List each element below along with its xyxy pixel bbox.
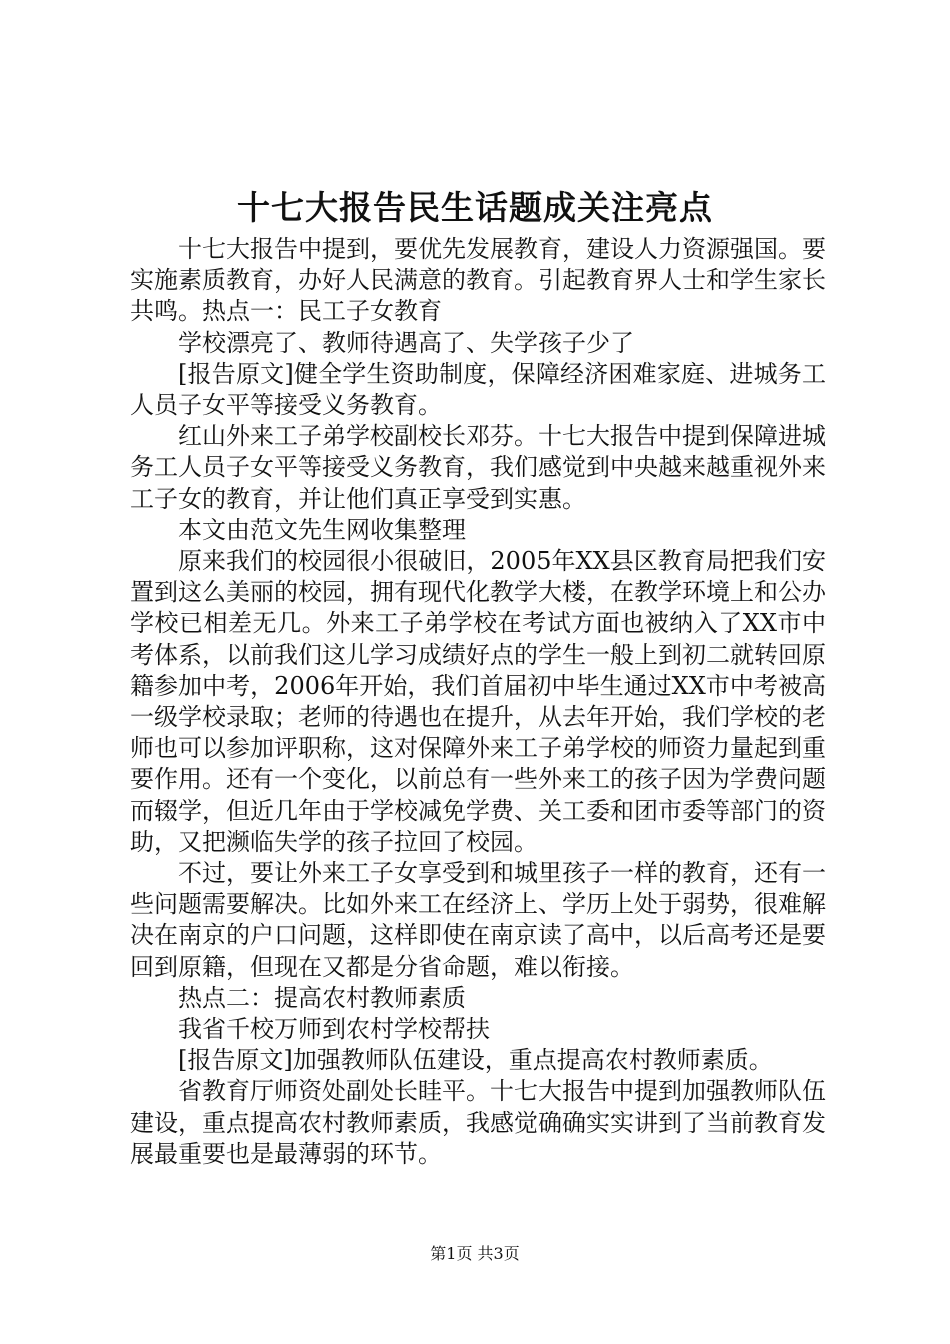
paragraph: 原来我们的校园很小很破旧，2005年XX县区教育局把我们安置到这么美丽的校园，拥有现代化教学大楼，在教学环境上和公办学校已相差无几。外来工子弟学校在考试方面也被纳入了XX市中考体系，以前我们这儿学习成绩好点的学生一般上到初二就转回原籍参加中考，2006年开始，我们首届初中毕生通过XX市中考被高一级学校录取；老师的待遇也在提升，从去年开始，我们学校的老师也可以参加评职称，这对保障外来工子弟学校的师资力量起到重要作用。还有一个变化，以前总有一些外来工的孩子因为学费问题而辍学，但近几年由于学校减免学费、关工委和团市委等部门的资助，又把濒临失学的孩子拉回了校园。 bbox=[130, 547, 826, 856]
paragraph: 本文由范文先生网收集整理 bbox=[178, 515, 466, 544]
paragraph: 省教育厅师资处副处长眭平。十七大报告中提到加强教师队伍建设，重点提高农村教师素质，我感觉确确实实讲到了当前教育发展最重要也是最薄弱的环节。 bbox=[130, 1077, 826, 1168]
paragraph: 红山外来工子弟学校副校长邓芬。十七大报告中提到保障进城务工人员子女平等接受义务教育，我们感觉到中央越来越重视外来工子女的教育，并让他们真正享受到实惠。 bbox=[130, 422, 826, 513]
page-footer: 第1页 共3页 bbox=[430, 1244, 520, 1263]
paragraph: 热点二：提高农村教师素质 bbox=[178, 983, 466, 1012]
paragraph: [报告原文]加强教师队伍建设，重点提高农村教师素质。 bbox=[178, 1046, 773, 1075]
document-title: 十七大报告民生话题成关注亮点 bbox=[237, 188, 713, 227]
document-body bbox=[130, 234, 826, 1170]
paragraph: 不过，要让外来工子女享受到和城里孩子一样的教育，还有一些问题需要解决。比如外来工在经济上、学历上处于弱势，很难解决在南京的户口问题，这样即使在南京读了高中，以后高考还是要回到原籍，但现在又都是分省命题，难以衔接。 bbox=[130, 859, 826, 981]
paragraph: [报告原文]健全学生资助制度，保障经济困难家庭、进城务工人员子女平等接受义务教育。 bbox=[130, 359, 826, 420]
paragraph: 十七大报告中提到，要优先发展教育，建设人力资源强国。要实施素质教育，办好人民满意的教育。引起教育界人士和学生家长共鸣。热点一：民工子女教育 bbox=[130, 235, 826, 326]
paragraph: 我省千校万师到农村学校帮扶 bbox=[178, 1015, 490, 1044]
paragraph: 学校漂亮了、教师待遇高了、失学孩子少了 bbox=[178, 328, 634, 357]
